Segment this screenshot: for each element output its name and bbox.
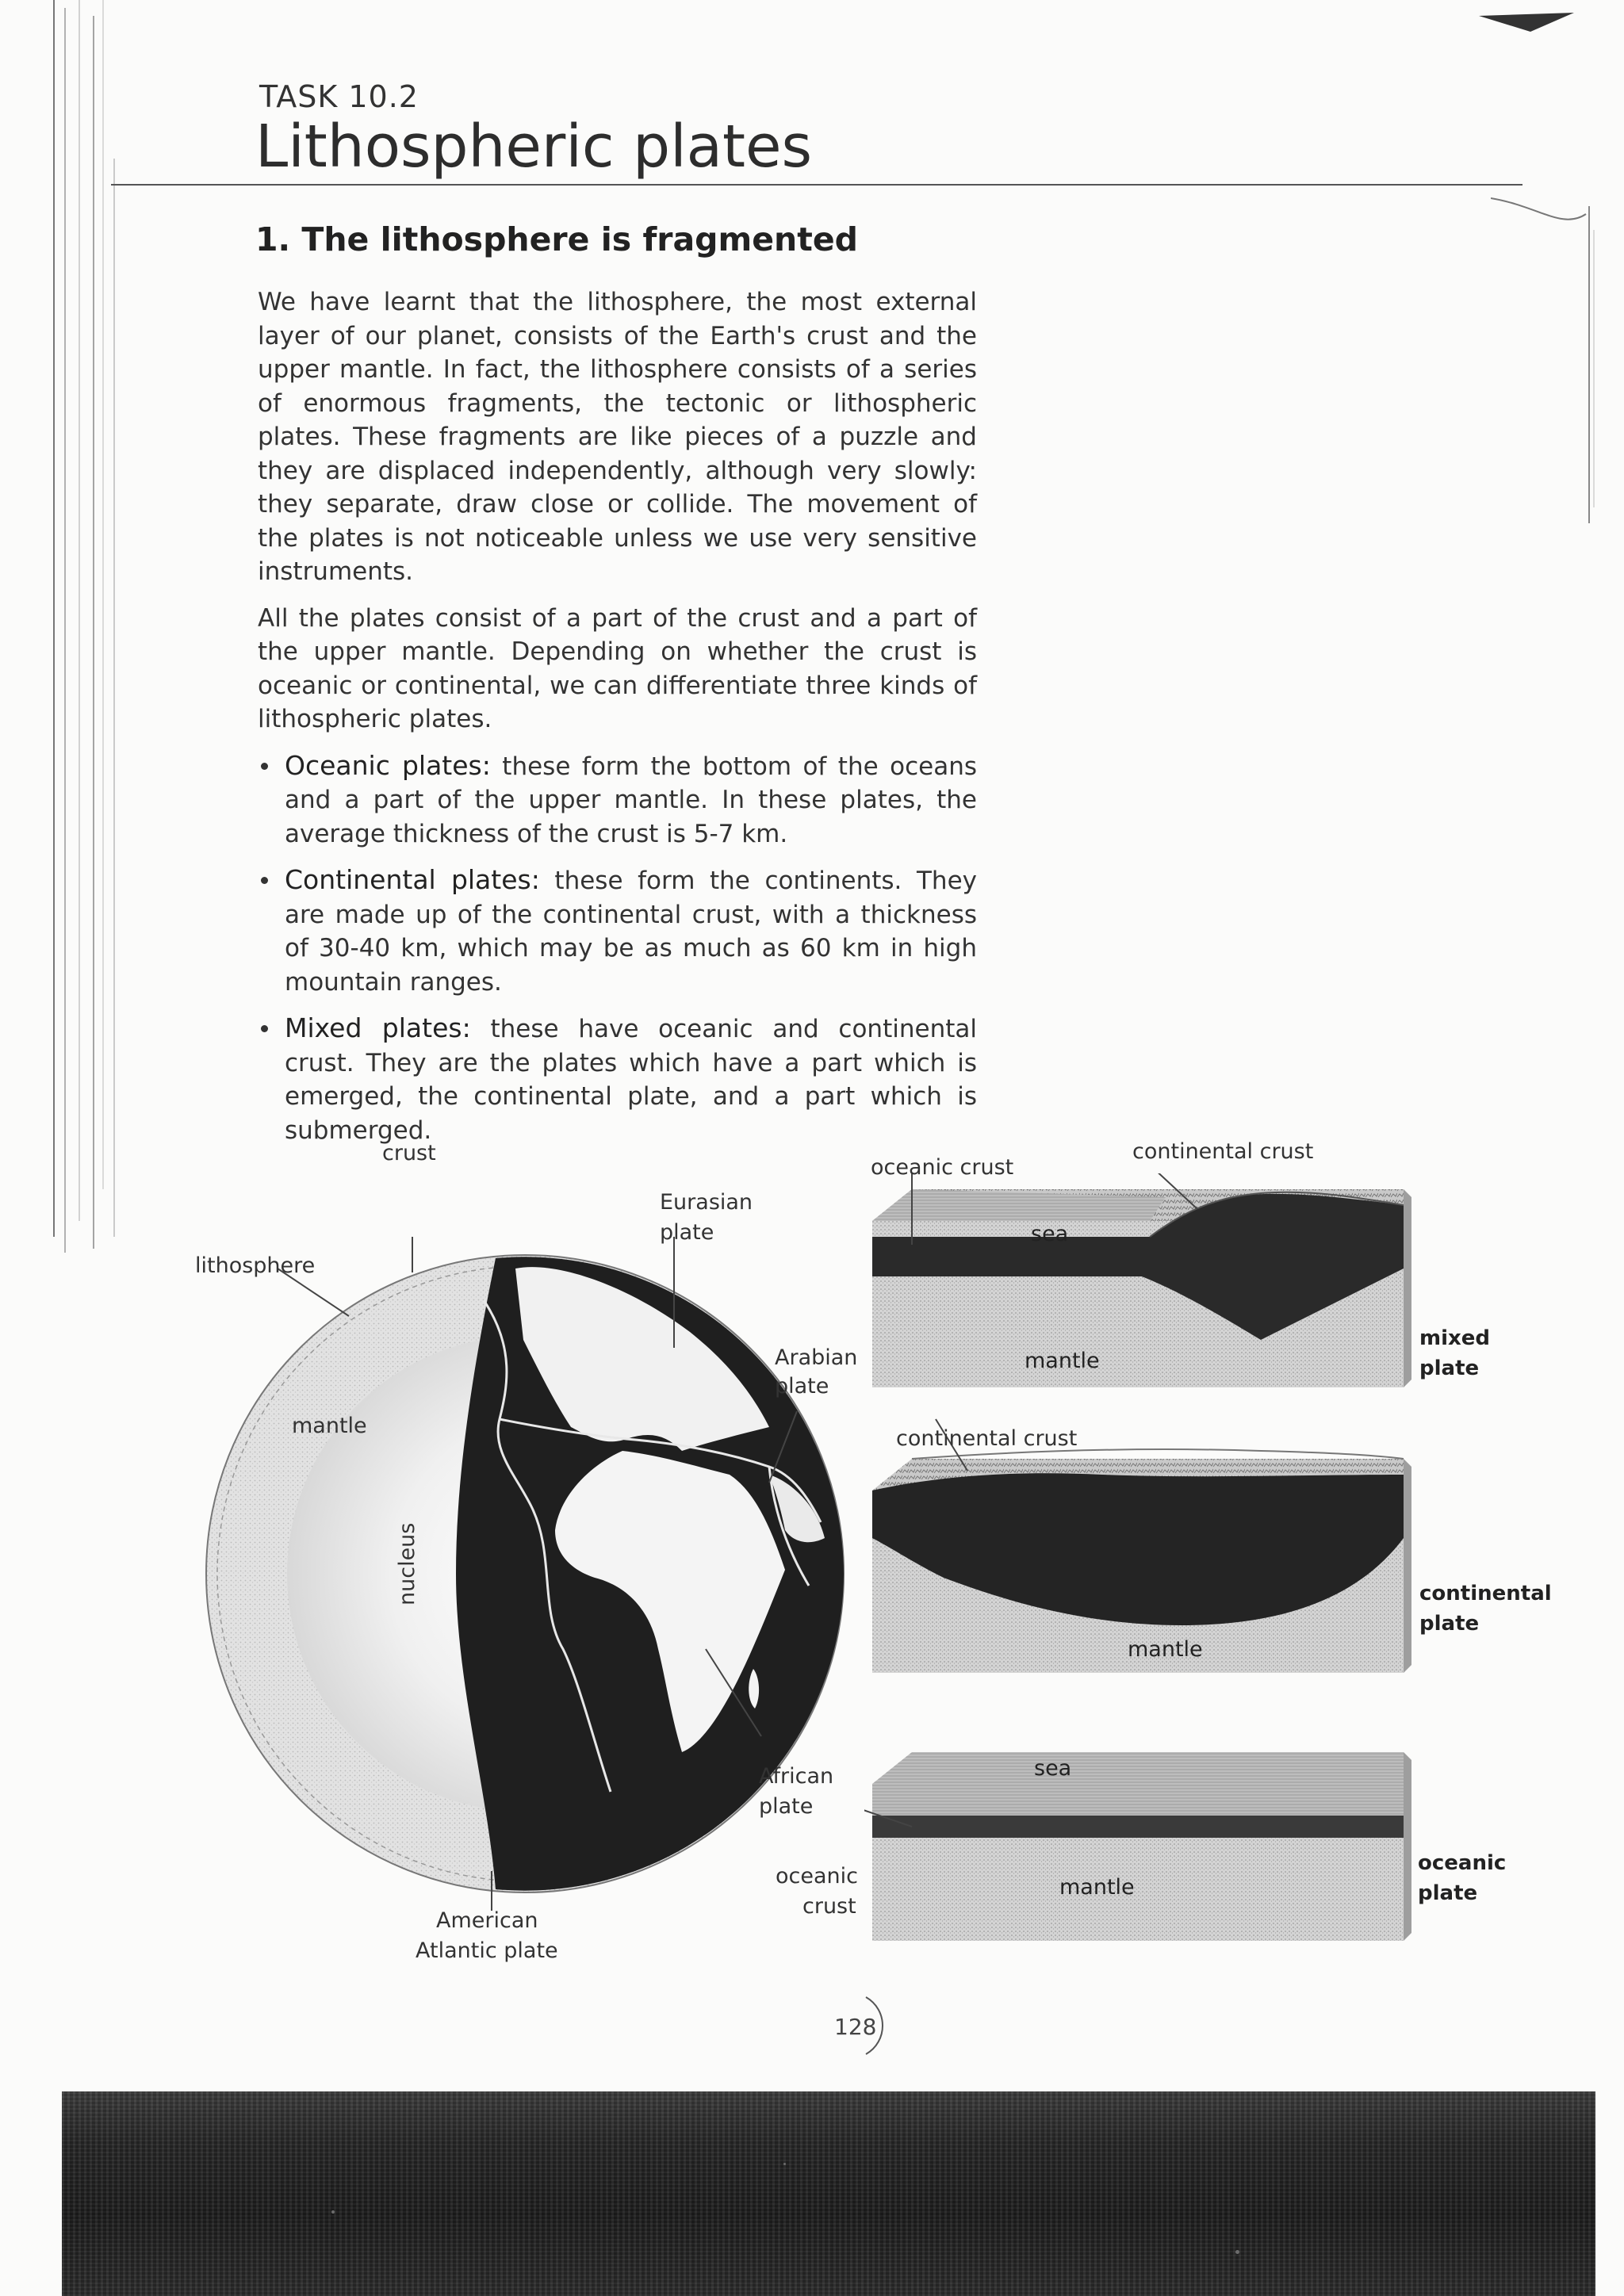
page-number-bracket <box>864 1994 896 2057</box>
scan-page-curl <box>1491 182 1618 523</box>
label-arabian-1: Arabian <box>775 1345 858 1370</box>
label-eurasian-2: plate <box>660 1220 714 1245</box>
label-african-2: plate <box>759 1794 814 1819</box>
label-continental-mantle: mantle <box>1128 1637 1203 1662</box>
label-crust: crust <box>382 1141 436 1165</box>
list-item <box>258 1012 977 1147</box>
label-continental-crust: continental crust <box>896 1426 1078 1451</box>
label-mixed-continental-crust: continental crust <box>1132 1139 1314 1164</box>
page-number: 128 <box>834 2014 877 2040</box>
plate-type-list <box>258 749 977 1148</box>
bullet-term: Continental plates: <box>285 864 540 895</box>
label-american-2: Atlantic plate <box>416 1938 558 1963</box>
label-oceanic-sea: sea <box>1034 1756 1072 1781</box>
bullet-text: these form the continents. They are made up of the continental crust, with a thickness of 30-40 km, which may be as much as 60 km in high mountain ranges. <box>285 867 977 997</box>
label-continental-plate-1: continental <box>1419 1582 1552 1605</box>
mixed-plate-block <box>872 1173 1411 1387</box>
label-lithosphere: lithosphere <box>195 1253 316 1278</box>
label-american-1: American <box>436 1908 538 1933</box>
bullet-text: these form the bottom of the oceans and a part of the upper mantle. In these plates, the average thickness of the crust is 5-7 km. <box>285 752 977 848</box>
bullet-text: these have oceanic and continental crust. They are the plates which have a part which is emerged, the continental plate, and a part which is submerged. <box>285 1015 977 1145</box>
task-label: TASK 10.2 <box>259 79 419 114</box>
list-item <box>258 863 977 999</box>
page-title: Lithospheric plates <box>255 113 813 181</box>
list-item <box>258 749 977 851</box>
label-nucleus: nucleus <box>395 1522 419 1605</box>
label-oceanic-crust-2: crust <box>802 1894 856 1919</box>
label-oceanic-crust-1: oceanic <box>776 1864 858 1888</box>
bullet-term: Mixed plates: <box>285 1012 471 1043</box>
scan-edge-lines <box>48 0 119 1253</box>
label-mantle: mantle <box>292 1414 367 1438</box>
label-eurasian-1: Eurasian <box>660 1190 753 1215</box>
bullet-term: Oceanic plates: <box>285 749 491 781</box>
paragraph-plate-kinds: All the plates consist of a part of the crust and a part of the upper mantle. Depending on whether the crust is oceanic or continental, we can differentiate three kinds of lithospheric plates. <box>258 603 977 733</box>
oceanic-plate-block <box>864 1752 1411 1941</box>
scan-dark-band <box>62 2091 1595 2296</box>
section-heading: 1. The lithosphere is fragmented <box>255 220 859 258</box>
label-mixed-oceanic-crust: oceanic crust <box>871 1155 1014 1180</box>
title-rule <box>111 184 1522 186</box>
label-continental-plate-2: plate <box>1419 1612 1480 1636</box>
plate-block-diagrams <box>864 1173 1419 1966</box>
label-oceanic-plate-2: plate <box>1418 1881 1478 1905</box>
label-oceanic-plate-1: oceanic <box>1418 1851 1507 1875</box>
label-mixed-sea: sea <box>1031 1222 1069 1246</box>
label-african-1: African <box>759 1764 834 1789</box>
label-arabian-2: plate <box>775 1374 829 1399</box>
label-mixed-plate-1: mixed <box>1419 1326 1491 1350</box>
paragraph-intro: We have learnt that the lithosphere, the most external layer of our planet, consists of the Earth's crust and the upper mantle. In fact, the lithosphere consists of a series of enormous fragments, the tectonic or lithospheric plates. These fragments are like pieces of a puzzle and they are displaced independently, although very slowly: they separate, draw close or collide. The movement of the plates is not noticeable unless we use very sensitive instruments. <box>258 288 977 586</box>
label-mixed-mantle: mantle <box>1025 1349 1100 1373</box>
label-mixed-plate-2: plate <box>1419 1357 1480 1380</box>
label-oceanic-mantle: mantle <box>1059 1875 1135 1900</box>
scan-corner-mark <box>1475 5 1578 36</box>
body-text <box>258 285 977 1160</box>
